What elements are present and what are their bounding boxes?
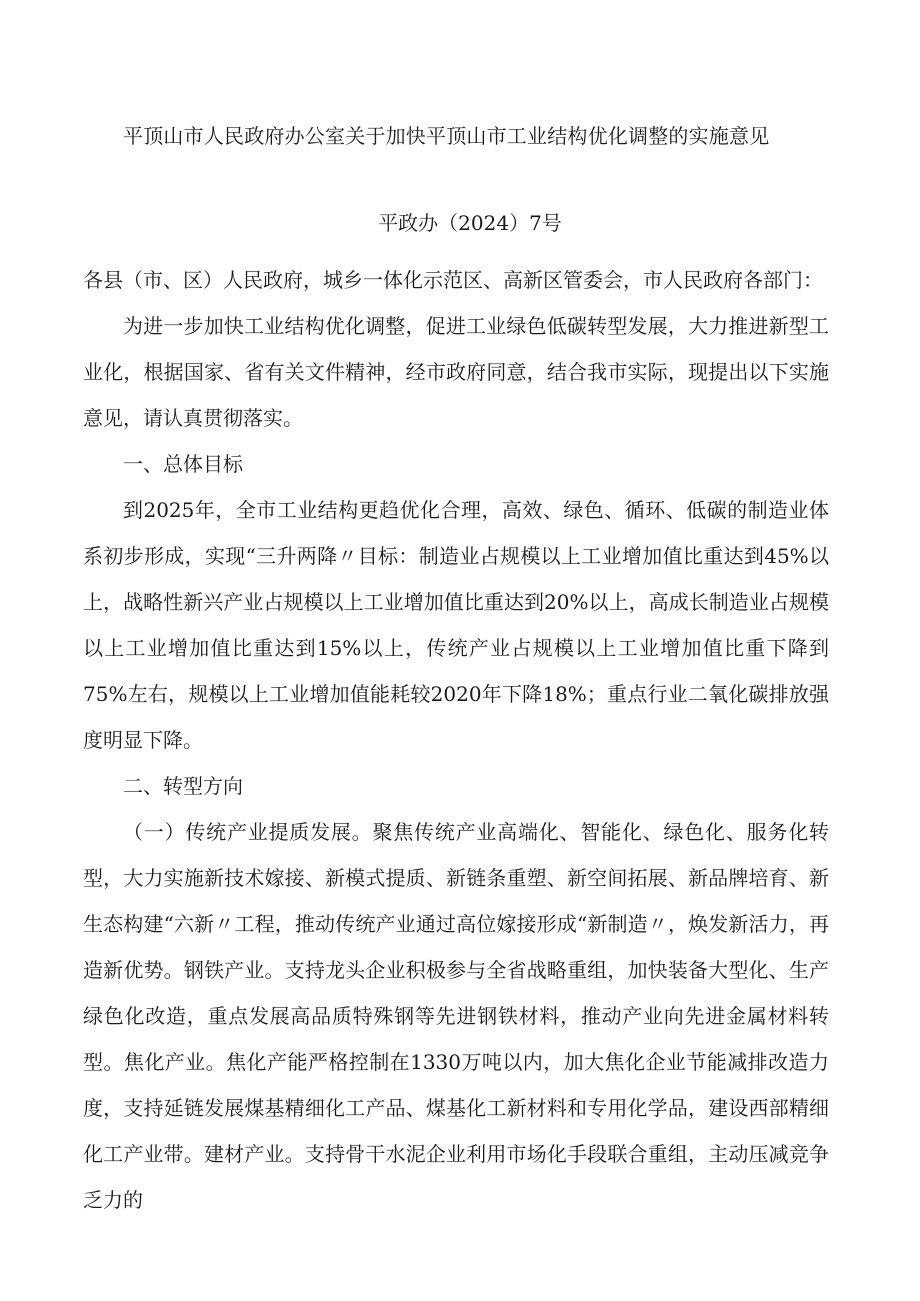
intro-paragraph: 为进一步加快工业结构优化调整，促进工业绿色低碳转型发展，大力推进新型工业化，根据国家、省有关文件精神，经市政府同意，结合我市实际，现提出以下实施意见，请认真贯彻落实。: [83, 314, 829, 430]
document-body: [83, 257, 829, 1223]
overall-goals-paragraph: 到2025年，全市工业结构更趋优化合理，高效、绿色、循环、低碳的制造业体系初步形成，实现“三升两降〃目标：制造业占规模以上工业增加值比重达到45%以上，战略性新兴产业占规模以上工业增加值比重达到20%以上，高成长制造业占规模以上工业增加值比重达到15%以上，传统产业占规模以上工业增加值比重下降到75%左右，规模以上工业增加值能耗较2020年下降18%；重点行业二氧化碳排放强度明显下降。: [83, 498, 829, 752]
document-title: 平顶山市人民政府办公室关于加快平顶山市工业结构优化调整的实施意见: [123, 124, 770, 148]
section-heading-overall-goals: 一、总体目标: [123, 452, 243, 476]
section-heading-transformation-direction: 二、转型方向: [123, 774, 243, 798]
addressee-paragraph: 各县（市、区）人民政府，城乡一体化示范区、高新区管委会，市人民政府各部门：: [83, 268, 823, 292]
document-number: 平政办（2024）7号: [378, 211, 562, 235]
transformation-direction-paragraph: （一）传统产业提质发展。聚焦传统产业高端化、智能化、绿色化、服务化转型，大力实施新技术嫁接、新模式提质、新链条重塑、新空间拓展、新品牌培育、新生态构建“六新〃工程，推动传统产业通过高位嫁接形成“新制造〃，焕发新活力，再造新优势。钢铁产业。支持龙头企业积极参与全省战略重组，加快装备大型化、生产绿色化改造，重点发展高品质特殊钢等先进钢铁材料，推动产业向先进金属材料转型。焦化产业。焦化产能严格控制在1330万吨以内，加大焦化企业节能减排改造力度，支持延链发展煤基精细化工产品、煤基化工新材料和专用化学品，建设西部精细化工产业带。建材产业。支持骨干水泥企业利用市场化手段联合重组，主动压减竞争乏力的: [83, 820, 829, 1212]
